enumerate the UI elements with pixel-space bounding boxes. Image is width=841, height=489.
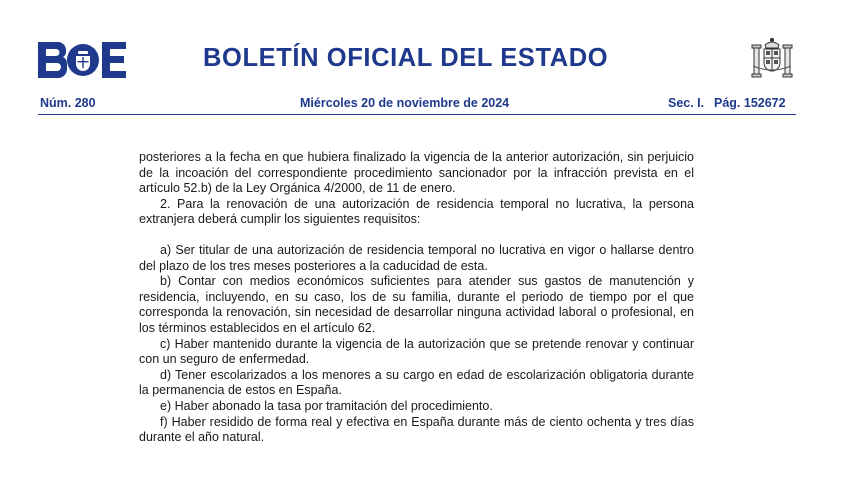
document-body [139, 150, 694, 446]
issue-date: Miércoles 20 de noviembre de 2024 [300, 96, 510, 110]
paragraph-continuation: posteriores a la fecha en que hubiera finalizado la vigencia de la anterior autorización, sin perjuicio de la incoación del correspondiente procedimiento sancionador por la infracción prevista en el artículo 52.b) de la Ley Orgánica 4/2000, de 11 de enero. [139, 150, 694, 196]
issue-info-bar [38, 96, 796, 112]
publication-title: BOLETÍN OFICIAL DEL ESTADO [203, 44, 609, 72]
section-label: Sec. I. [668, 96, 705, 110]
requirement-a: a) Ser titular de una autorización de residencia temporal no lucrativa en vigor o hallarse dentro del plazo de los tres meses posteriores a la caducidad de esta. [139, 242, 694, 273]
paragraph-gap [139, 228, 694, 243]
page-number: Pág. 152672 [714, 96, 786, 110]
header-divider [38, 114, 796, 115]
requirement-e: e) Haber abonado la tasa por tramitación del procedimiento. [160, 398, 493, 413]
requirement-b: b) Contar con medios económicos suficientes para atender sus gastos de manutención y residencia, incluyendo, en su caso, los de su familia, durante el periodo de tiempo por el que corresponda la renovación, sin necesidad de desarrollar ninguna actividad laboral o profesional, en los términos establecidos en el artículo 62. [139, 274, 694, 335]
requirement-c: c) Haber mantenido durante la vigencia de la autorización que se pretende renovar y continuar con un seguro de enfermedad. [139, 336, 694, 367]
coat-of-arms-icon [749, 36, 795, 82]
boe-logo-icon [38, 42, 126, 78]
issue-number: Núm. 280 [40, 96, 96, 110]
requirement-f: f) Haber residido de forma real y efectiva en España durante más de ciento ochenta y tres días durante el año natural. [139, 414, 694, 445]
requirement-d: d) Tener escolarizados a los menores a su cargo en edad de escolarización obligatoria durante la permanencia de estos en España. [139, 367, 694, 398]
paragraph-item-2: 2. Para la renovación de una autorización de residencia temporal no lucrativa, la persona extranjera deberá cumplir los siguientes requisitos: [139, 196, 694, 227]
